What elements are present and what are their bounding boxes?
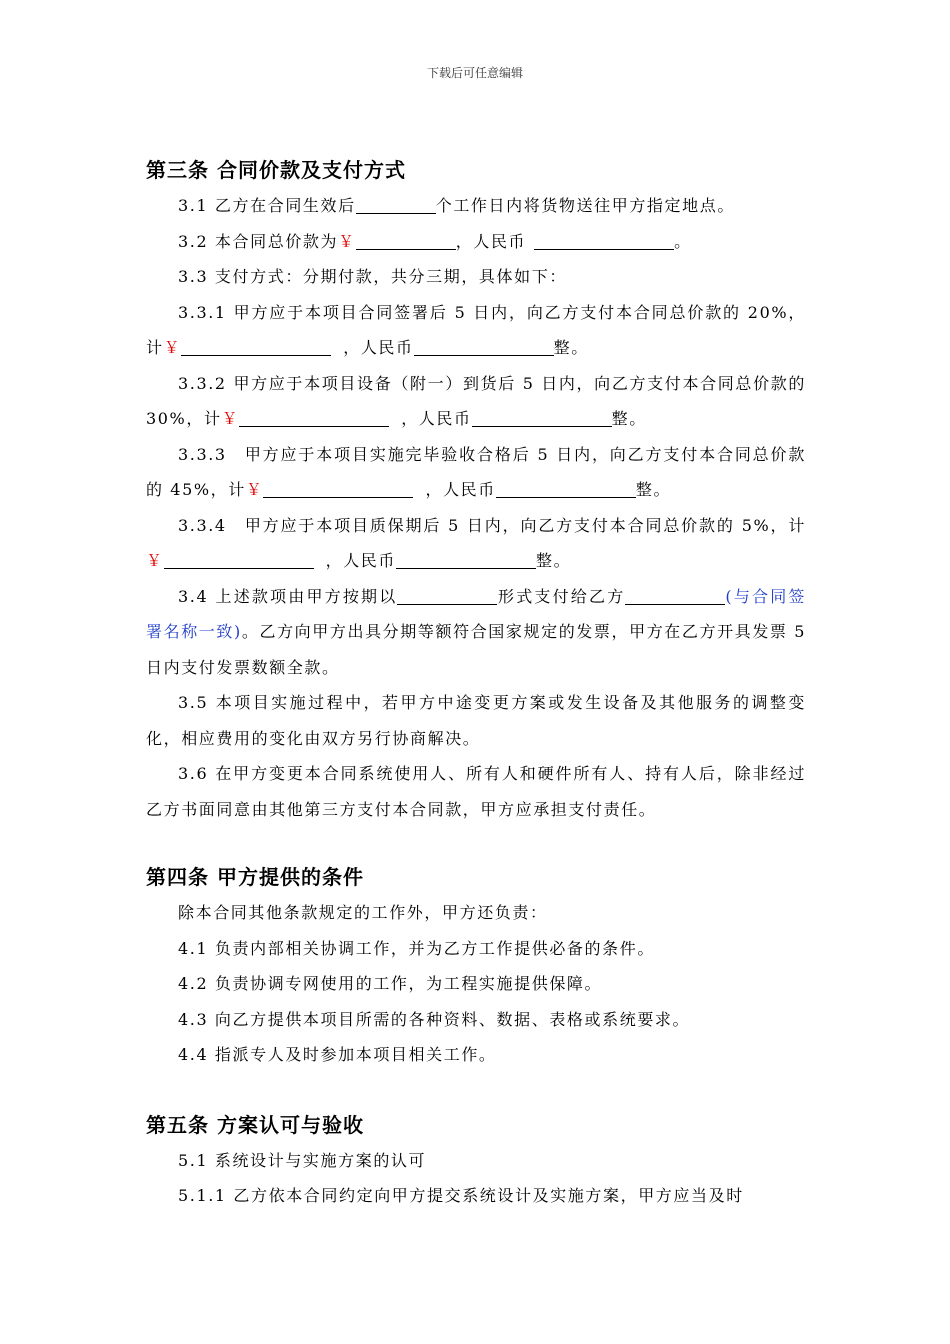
clause-text: ，人民币 — [401, 409, 472, 428]
clause-3-1 — [146, 188, 806, 224]
blank-field — [164, 550, 314, 569]
clause-text: ，人民币 — [325, 551, 397, 570]
clause-5-1-1: 5.1.1 乙方依本合同约定向甲方提交系统设计及实施方案，甲方应当及时 — [178, 1186, 744, 1205]
clause-3-5: 3.5 本项目实施过程中，若甲方中途变更方案或发生设备及其他服务的调整变化，相应费用的变化由双方另行协商解决。 — [146, 693, 806, 748]
page-header: 下载后可任意编辑 — [426, 66, 523, 80]
blank-field — [356, 195, 436, 214]
clause-text: ，人民币 — [343, 338, 414, 357]
blank-field — [414, 337, 554, 356]
section-spacer — [146, 827, 806, 859]
clause-3-3-3 — [146, 437, 806, 508]
blank-field — [181, 337, 331, 356]
clause-text: 3.3.2 甲方应于本项目设备（附一）到货后 5 日内，向乙方支付本合同总价款的 30%，计 — [146, 373, 806, 428]
section-5-title: 第五条 方案认可与验收 — [146, 1112, 364, 1137]
blank-field — [239, 408, 389, 427]
clause-text: 3.4 上述款项由甲方按期以 — [178, 586, 398, 606]
section-spacer — [146, 1073, 806, 1107]
document-body — [146, 152, 806, 1214]
currency-symbol: ￥ — [245, 480, 264, 499]
blank-field — [496, 479, 636, 498]
clause-3-6: 3.6 在甲方变更本合同系统使用人、所有人和硬件所有人、持有人后，除非经过乙方书面同意由其他第三方支付本合同款，甲方应承担支付责任。 — [146, 764, 806, 819]
currency-symbol: ￥ — [221, 409, 240, 428]
blank-field — [534, 231, 674, 250]
clause-text: 整。 — [635, 480, 672, 499]
clause-text: 形式支付给乙方 — [497, 586, 626, 606]
clause-text: 整。 — [553, 338, 589, 357]
clause-text: 3.3.3 甲方应于本项目实施完毕验收合格后 5 日内，向乙方支付本合同总价款的 45%，计 — [146, 444, 806, 499]
clause-3-4 — [146, 579, 806, 686]
section-4-intro: 除本合同其他条款规定的工作外，甲方还负责： — [178, 903, 548, 922]
blank-field — [397, 586, 497, 605]
clause-text: ，人民币 — [455, 231, 527, 251]
clause-3-3-2 — [146, 366, 806, 437]
clause-text: 整。 — [536, 551, 572, 570]
clause-text: 3.1 乙方在合同生效后 — [178, 196, 356, 215]
clause-text: 个工作日内将货物送往甲方指定地点。 — [435, 196, 735, 215]
currency-symbol: ￥ — [146, 551, 164, 570]
clause-text: 。乙方向甲方出具分期等额符合国家规定的发票，甲方在乙方开具发票 5 日内支付发票数额全款。 — [146, 622, 806, 677]
clause-3-3-4 — [146, 508, 806, 579]
clause-4-3: 4.3 向乙方提供本项目所需的各种资料、数据、表格或系统要求。 — [178, 1009, 691, 1029]
clause-text: 3.2 本合同总价款为 — [178, 231, 339, 251]
clause-3-3-1 — [146, 295, 806, 366]
currency-symbol: ￥ — [163, 338, 182, 357]
clause-text: 3.3.4 甲方应于本项目质保期后 5 日内，向乙方支付本合同总价款的 5%，计 — [178, 515, 806, 535]
blank-field — [472, 408, 612, 427]
blank-field — [625, 586, 725, 605]
clause-3-2 — [146, 224, 806, 260]
clause-text: 整。 — [611, 409, 647, 428]
clause-text: 。 — [674, 231, 692, 251]
clause-4-2: 4.2 负责协调专网使用的工作，为工程实施提供保障。 — [178, 974, 603, 993]
currency-symbol: ￥ — [338, 231, 356, 251]
clause-4-4: 4.4 指派专人及时参加本项目相关工作。 — [178, 1045, 497, 1064]
blank-field — [263, 479, 413, 498]
clause-text: 3.3.1 甲方应于本项目合同签署后 5 日内，向乙方支付本合同总价款的 20%，计 — [146, 302, 806, 357]
blank-field — [356, 231, 456, 250]
clause-3-3: 3.3 支付方式：分期付款，共分三期，具体如下： — [178, 267, 567, 286]
section-4-title: 第四条 甲方提供的条件 — [146, 865, 364, 889]
blank-field — [396, 550, 536, 569]
clause-4-1: 4.1 负责内部相关协调工作，并为乙方工作提供必备的条件。 — [178, 938, 655, 958]
clause-5-1: 5.1 系统设计与实施方案的认可 — [178, 1150, 427, 1170]
clause-note: (与合同签署名称一致) — [146, 586, 806, 641]
section-3-title: 第三条 合同价款及支付方式 — [146, 158, 406, 182]
clause-text: ，人民币 — [425, 480, 496, 499]
